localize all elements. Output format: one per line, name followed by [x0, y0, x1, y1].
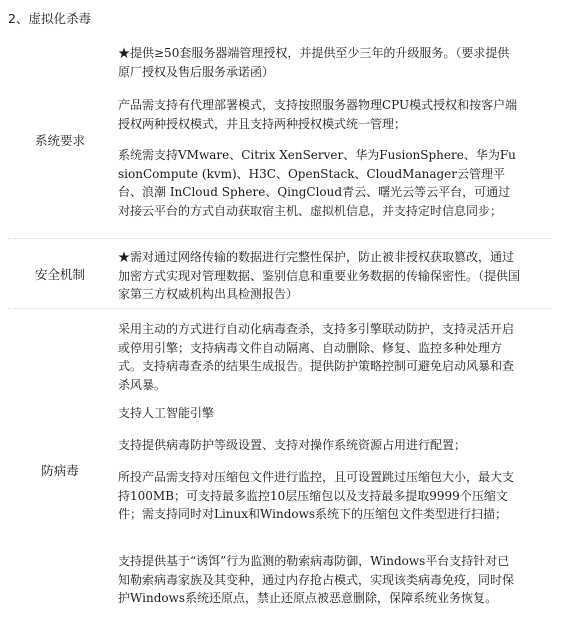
paragraph: ★提供≥50套服务器端管理授权，并提供至少三年的升级服务。（要求提供原厂授权及售后服务承诺函）	[118, 46, 510, 79]
row-divider	[8, 238, 552, 239]
paragraph: 支持提供病毒防护等级设置、支持对操作系统资源占用进行配置；	[118, 438, 467, 452]
row-label-security-mechanism: 安全机制	[34, 267, 85, 282]
paragraph: 所投产品需支持对压缩包文件进行监控，且可设置跳过压缩包大小，最大支持100MB；可支持最多监控10层压缩包以及支持最多提取9999个压缩文件；需支持同时对Linux和Windows系统下的压缩包文件类型进行扫描；	[118, 470, 515, 521]
row-divider	[8, 308, 552, 309]
section-title: 2、虚拟化杀毒	[8, 11, 91, 26]
paragraph: 支持人工智能引擎	[118, 406, 215, 420]
row-label-antivirus: 防病毒	[41, 463, 79, 478]
paragraph: ★需对通过网络传输的数据进行完整性保护，防止被非授权获取篡改，通过加密方式实现对管理数据、鉴别信息和重要业务数据的传输保密性。（提供国家第三方权威机构出具检测报告）	[118, 250, 521, 301]
paragraph: 采用主动的方式进行自动化病毒查杀，支持多引擎联动防护，支持灵活开启或停用引擎；支持病毒文件自动隔离、自动删除、修复、监控多种处理方式。支持病毒查杀的结果生成报告。提供防护策略控制可避免启动风暴和查杀风暴。	[118, 322, 515, 392]
paragraph: 系统需支持VMware、Citrix XenServer、华为FusionSphere、华为FusionCompute (kvm)、H3C、OpenStack、CloudManager云管理平台、浪潮 InCloud Sphere、QingCloud青云、曙光云等云平台，可通过对接云平台的方式自动获取宿主机、虚拟机信息，并支持定时信息同步；	[118, 148, 516, 218]
paragraph: 支持提供基于“诱饵”行为监测的勒索病毒防御，Windows平台支持针对已知勒索病毒家族及其变种，通过内存抢占模式，实现该类病毒免疫，同时保护Windows系统还原点，禁止还原点被恶意删除，保障系统业务恢复。	[118, 554, 515, 605]
paragraph: 产品需支持有代理部署模式，支持按照服务器物理CPU模式授权和按客户端授权两种授权模式，并且支持两种授权模式统一管理；	[118, 98, 518, 131]
row-label-system-requirements: 系统要求	[34, 133, 85, 148]
